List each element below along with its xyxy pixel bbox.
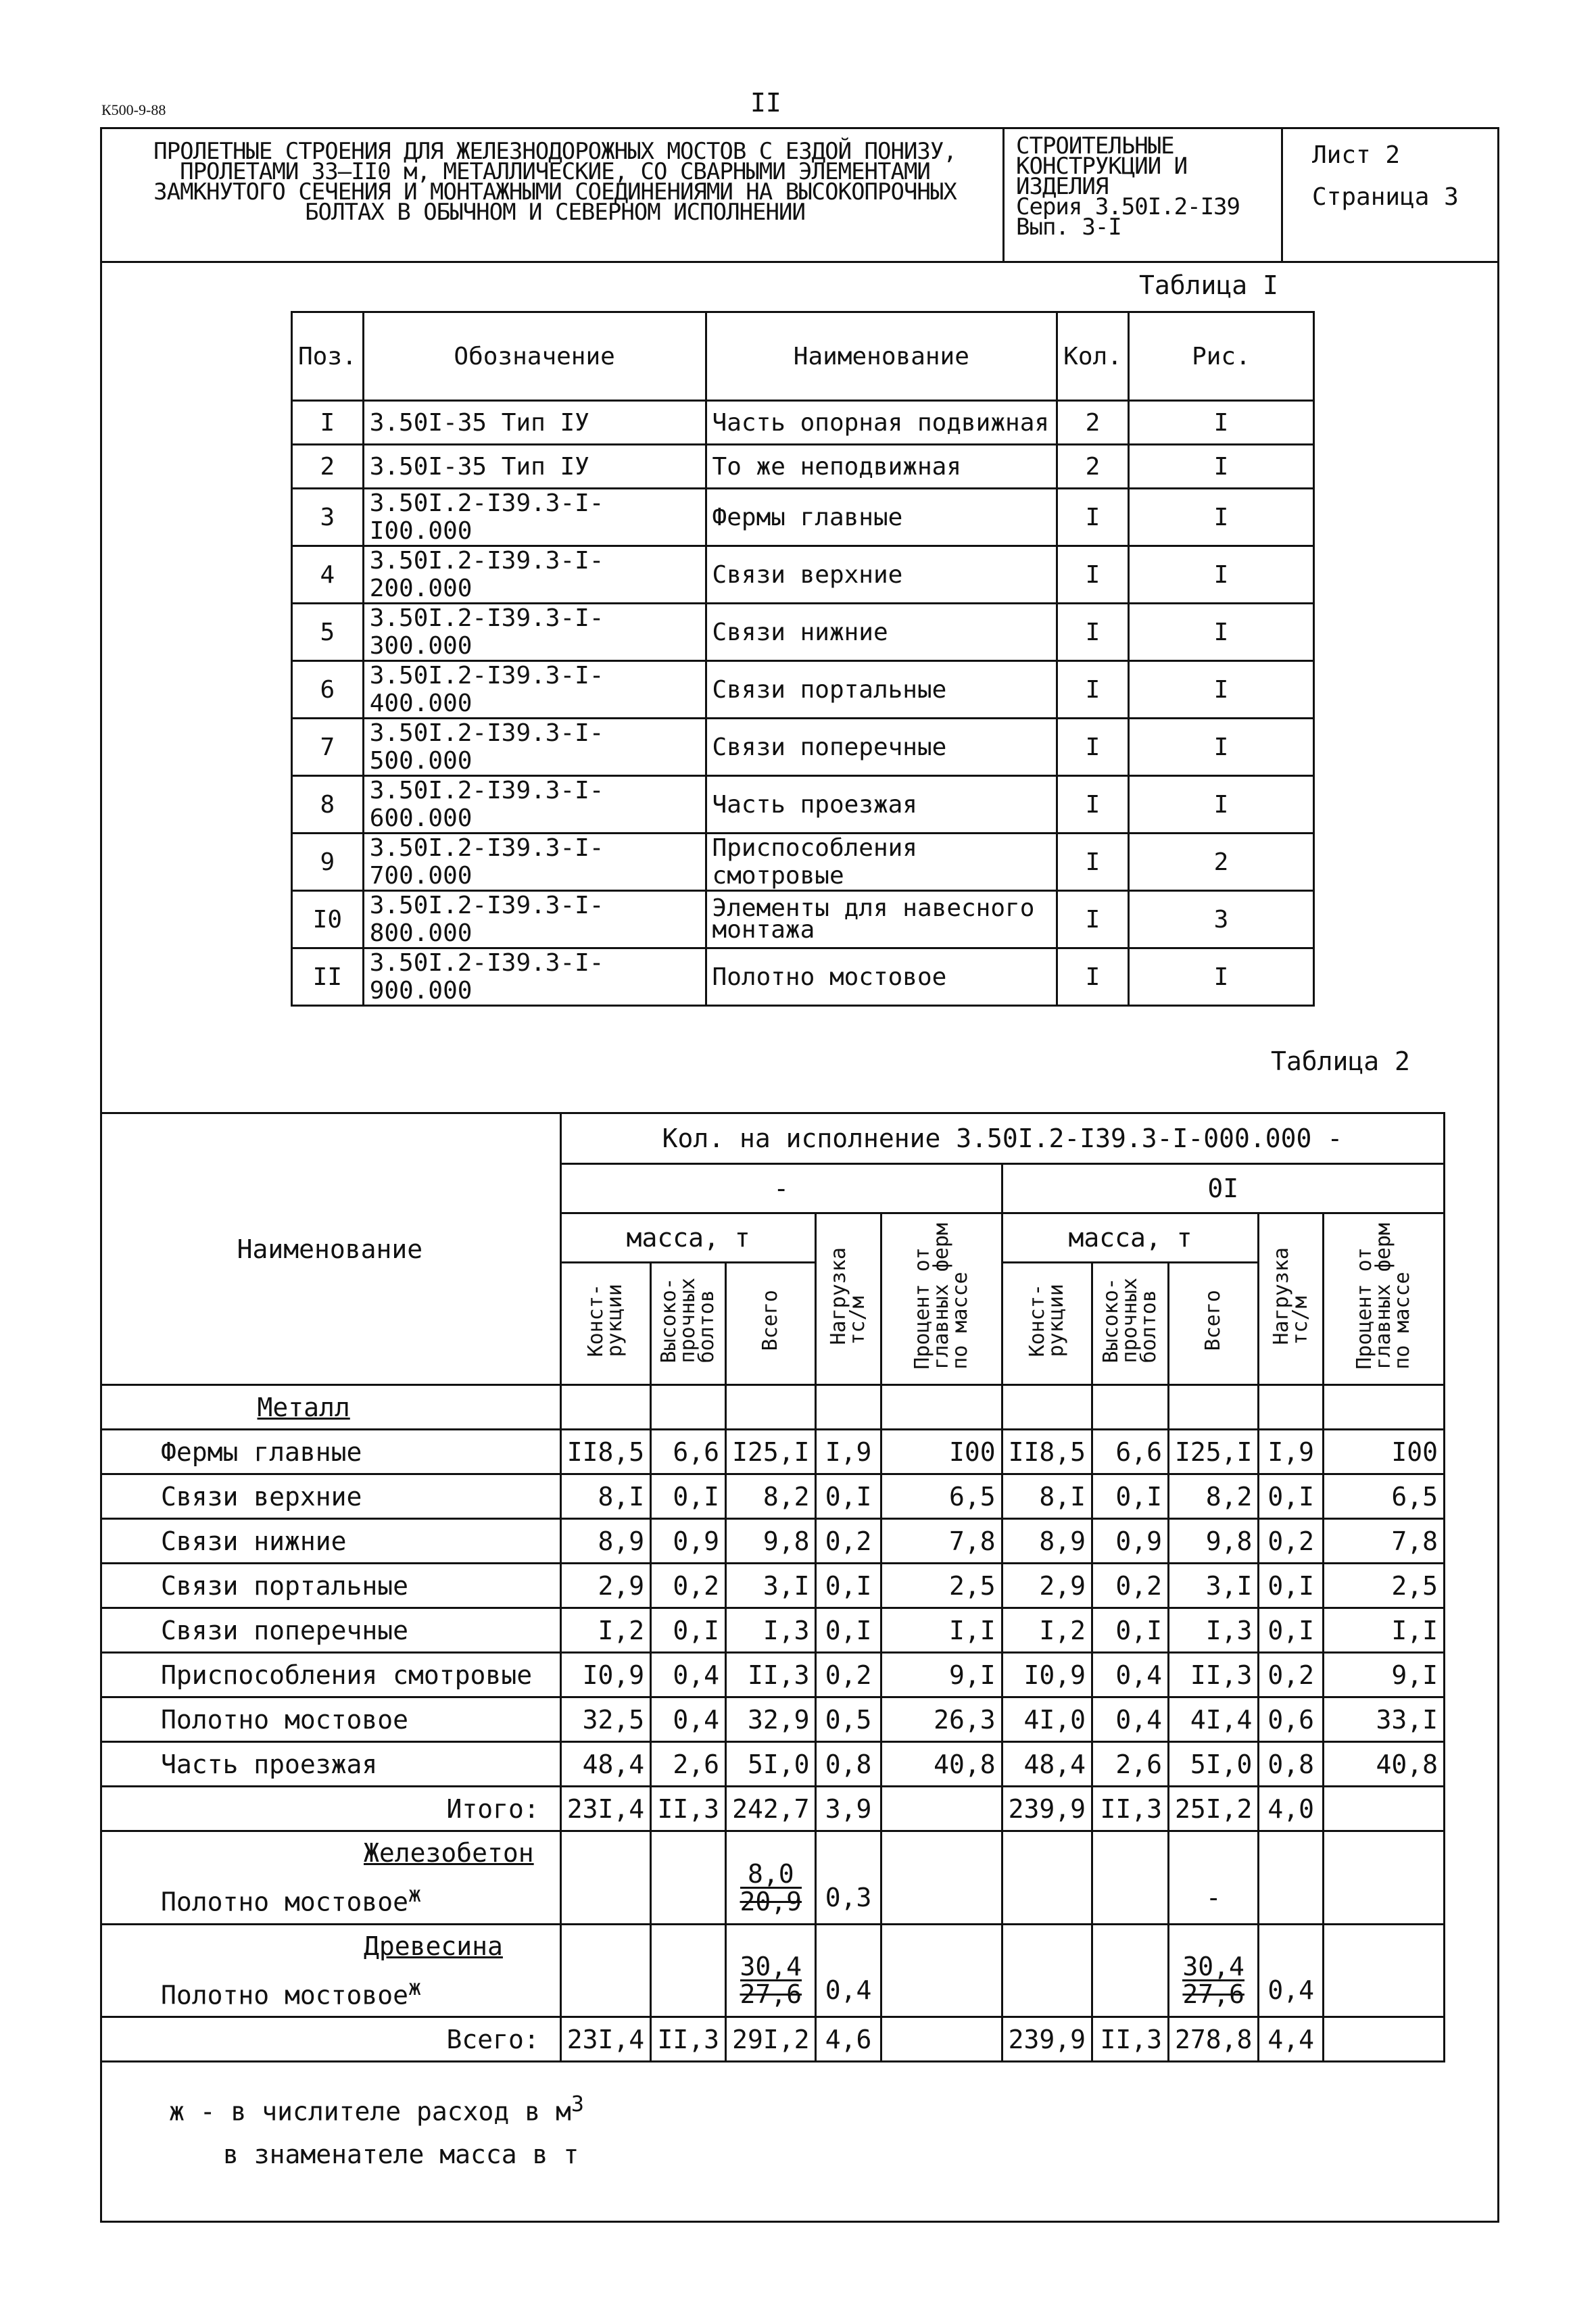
category-line-1: СТРОИТЕЛЬНЫЕ [1016,132,1174,160]
cell: I0,9 [560,1653,650,1697]
variant-a-percent-header: Процент от главных ферм по массе [881,1213,1002,1385]
variant-b-percent-header: Процент от главных ферм по массе [1323,1213,1444,1385]
variant-b-bolts-header: Высоко- прочных болтов [1092,1263,1168,1385]
vsego-label: Всего: [100,2017,560,2062]
cell: 33,I [1323,1697,1444,1742]
table1-cell: Связи нижние [706,604,1057,661]
metal-row-name: Связи портальные [100,1564,560,1608]
metal-row-name: Полотно мостовое [100,1697,560,1742]
section-concrete-label: Железобетон [364,1838,534,1868]
cell: I,3 [726,1608,816,1653]
table1-row [292,948,1314,1006]
table1-cell: I0 [292,891,364,948]
cell: 0,I [1092,1608,1168,1653]
variant-a-mass-header: масса, т [560,1213,816,1263]
variant-b-constr-header: Конст- рукции [1002,1263,1092,1385]
table1-col-pos: Поз. [292,312,364,401]
table1-row [292,489,1314,546]
cell: 0,5 [816,1697,881,1742]
cell: 32,9 [726,1697,816,1742]
table1-cell: 7 [292,719,364,776]
table2-caption: Таблица 2 [1271,1046,1410,1076]
variant-a-load-header: Нагрузка тс/м [816,1213,881,1385]
section-metal-label: Металл [100,1385,560,1430]
cell: II8,5 [560,1430,650,1474]
cell: I,I [1323,1608,1444,1653]
table1-cell: То же неподвижная [706,445,1057,489]
cell: I25,I [1168,1430,1258,1474]
table1-cell: 3.50I-35 Тип IУ [363,401,706,445]
section-metal-row [100,1385,1445,1430]
cell: 0,8 [1259,1742,1324,1787]
variant-b-total-header: Всего [1168,1263,1258,1385]
table1-cell: I [1057,546,1129,604]
cell: 242,7 [726,1787,816,1831]
table1-cell: 5 [292,604,364,661]
cell: 4,4 [1259,2017,1324,2062]
table1-caption: Таблица I [1139,270,1278,300]
table1-row [292,719,1314,776]
cell: 0,4 [1092,1697,1168,1742]
table1-col-qty: Кол. [1057,312,1129,401]
table1-body [292,401,1314,1006]
table2-name-header: Наименование [100,1113,560,1385]
page-number: II [750,88,781,118]
cell: 4I,4 [1168,1697,1258,1742]
cell: 2,9 [1002,1564,1092,1608]
table1-row [292,445,1314,489]
title-line-4: БОЛТАХ В ОБЫЧНОМ И СЕВЕРНОМ ИСПОЛНЕНИИ [305,199,805,226]
table1-row [292,776,1314,834]
table1-cell: 6 [292,661,364,719]
metal-row [100,1697,1445,1742]
metal-rows [100,1430,1445,1787]
table2-header-row-1 [100,1113,1445,1164]
cell: I,2 [1002,1608,1092,1653]
table1-cell: Связи верхние [706,546,1057,604]
cell: 40,8 [1323,1742,1444,1787]
cell: 3,I [726,1564,816,1608]
cell: 0,I [651,1608,726,1653]
table1-cell: I [1128,401,1313,445]
cell: II,3 [1168,1653,1258,1697]
cell: 8,I [560,1474,650,1519]
cell: 9,I [881,1653,1002,1697]
header-title [116,138,994,226]
metal-row [100,1742,1445,1787]
section-wood-label: Древесина [364,1931,503,1961]
cell: 2,9 [560,1564,650,1608]
metal-row [100,1608,1445,1653]
metal-row [100,1519,1445,1564]
table1-cell: 3.50I.2-I39.3-I-900.000 [363,948,706,1006]
cell: 32,5 [560,1697,650,1742]
cell: 0,I [1259,1564,1324,1608]
cell: II,3 [1092,2017,1168,2062]
cell: 0,4 [651,1653,726,1697]
cell: 7,8 [881,1519,1002,1564]
table1-cell: I [1057,834,1129,891]
cell: 278,8 [1168,2017,1258,2062]
table1-cell: Элементы для навесного монтажа [706,891,1057,948]
cell: 40,8 [881,1742,1002,1787]
table1-cell: II [292,948,364,1006]
table1-cell: 9 [292,834,364,891]
table1-row [292,661,1314,719]
cell: 0,2 [1092,1564,1168,1608]
metal-row [100,1653,1445,1697]
table1-cell: 3.50I.2-I39.3-I-500.000 [363,719,706,776]
table1-cell: 3.50I-35 Тип IУ [363,445,706,489]
table1-cell: I [1128,948,1313,1006]
cell: 6,5 [1323,1474,1444,1519]
cell: 3,I [1168,1564,1258,1608]
cell: 6,5 [881,1474,1002,1519]
table1-cell: 3.50I.2-I39.3-I-700.000 [363,834,706,891]
table1-cell: I [1128,489,1313,546]
header-category [1016,132,1273,241]
cell: I25,I [726,1430,816,1474]
table1 [291,311,1315,1007]
cell: 0,2 [1259,1653,1324,1697]
cell: 23I,4 [560,1787,650,1831]
cell: 2,6 [651,1742,726,1787]
metal-row-name: Часть проезжая [100,1742,560,1787]
metal-row [100,1564,1445,1608]
cell: II,3 [651,2017,726,2062]
metal-row-name: Связи нижние [100,1519,560,1564]
wood-b-fraction: $\frac{30,4}{27,6}$ [1168,1924,1258,2017]
page-label: Страница 3 [1312,183,1459,211]
table1-row [292,401,1314,445]
cell: I,9 [1259,1430,1324,1474]
table1-cell: 3 [1128,891,1313,948]
table1-cell: I [1057,661,1129,719]
cell: 29I,2 [726,2017,816,2062]
table1-cell: 2 [1128,834,1313,891]
title-line-2: ПРОЛЕТАМИ 33–II0 м, МЕТАЛЛИЧЕСКИЕ, СО СВАРНЫМИ ЭЛЕМЕНТАМИ [180,158,930,185]
table1-cell: I [1057,489,1129,546]
table1-cell: 3 [292,489,364,546]
category-line-3: ИЗДЕЛИЯ [1016,173,1109,200]
wood-b-load: 0,4 [1259,1924,1324,2017]
cell: 239,9 [1002,1787,1092,1831]
cell: 0,2 [816,1653,881,1697]
cell: 2,6 [1092,1742,1168,1787]
cell: 7,8 [1323,1519,1444,1564]
cell: 0,4 [1092,1653,1168,1697]
variant-a-total-header: Всего [726,1263,816,1385]
title-line-3: ЗАМКНУТОГО СЕЧЕНИЯ И МОНТАЖНЫМИ СОЕДИНЕНИЯМИ НА ВЫСОКОПРОЧНЫХ [153,178,957,206]
wood-label-cell [100,1924,560,2017]
title-line-1: ПРОЛЕТНЫЕ СТРОЕНИЯ ДЛЯ ЖЕЛЕЗНОДОРОЖНЫХ МОСТОВ С ЕЗДОЙ ПОНИЗУ, [153,138,957,165]
table1-cell: 2 [292,445,364,489]
cell: 0,I [1259,1474,1324,1519]
table1-cell: 3.50I.2-I39.3-I-300.000 [363,604,706,661]
table1-row [292,834,1314,891]
cell: 2,5 [1323,1564,1444,1608]
cell: 0,9 [651,1519,726,1564]
cell: II,3 [651,1787,726,1831]
cell: I,I [881,1608,1002,1653]
metal-row-name: Фермы главные [100,1430,560,1474]
concrete-item: Полотно мостовое$^ж$ [161,1883,422,1917]
cell: 25I,2 [1168,1787,1258,1831]
table1-cell: I [1128,719,1313,776]
cell: 26,3 [881,1697,1002,1742]
table1-col-designation: Обозначение [363,312,706,401]
table1-cell: I [1057,719,1129,776]
table1-cell: 4 [292,546,364,604]
table1-cell: I [1057,604,1129,661]
metal-row-name: Приспособления смотровые [100,1653,560,1697]
cell: 8,2 [1168,1474,1258,1519]
cell: I,2 [560,1608,650,1653]
variant-a-constr-header: Конст- рукции [560,1263,650,1385]
cell: I,9 [816,1430,881,1474]
table1-cell: I [292,401,364,445]
header-bottom-line [102,261,1497,263]
variant-b-load-header: Нагрузка тс/м [1259,1213,1324,1385]
table1-cell: Приспособления смотровые [706,834,1057,891]
category-line-2: КОНСТРУКЦИИ И [1016,153,1188,180]
variant-b-mass-header: масса, т [1002,1213,1259,1263]
table1-cell: I [1057,776,1129,834]
table1-cell: I [1057,948,1129,1006]
cell: 5I,0 [1168,1742,1258,1787]
cell: 8,2 [726,1474,816,1519]
cell: 0,8 [816,1742,881,1787]
header-divider-1 [1002,129,1005,261]
table1-cell: 3.50I.2-I39.3-I-800.000 [363,891,706,948]
cell: I,3 [1168,1608,1258,1653]
table1-cell: I [1128,546,1313,604]
table2-top-header: Кол. на исполнение 3.50I.2-I39.3-I-000.000 - [560,1113,1444,1164]
cell: 0,I [816,1608,881,1653]
table1-cell: 3.50I.2-I39.3-I-I00.000 [363,489,706,546]
cell: 0,I [651,1474,726,1519]
cell: I0,9 [1002,1653,1092,1697]
table1-cell: I [1128,661,1313,719]
cell: I00 [881,1430,1002,1474]
cell [1323,1787,1444,1831]
cell: 0,2 [1259,1519,1324,1564]
variant-b-header: 0I [1002,1164,1444,1213]
cell: 0,I [816,1564,881,1608]
table1-cell: Связи портальные [706,661,1057,719]
table2 [100,1112,1445,2062]
cell: 0,6 [1259,1697,1324,1742]
cell: 0,I [1092,1474,1168,1519]
table1-cell: Фермы главные [706,489,1057,546]
cell: 239,9 [1002,2017,1092,2062]
footnote-line-1: ж - в числителе расход в $м^3$ [169,2092,584,2127]
table1-row [292,546,1314,604]
table1-cell: 3.50I.2-I39.3-I-600.000 [363,776,706,834]
table1-cell: I [1128,776,1313,834]
itogo-label: Итого: [100,1787,560,1831]
cell: II,3 [1092,1787,1168,1831]
cell: 23I,4 [560,2017,650,2062]
cell: 0,2 [816,1519,881,1564]
table1-cell: Связи поперечные [706,719,1057,776]
table1-cell: 2 [1057,445,1129,489]
table1-cell: Часть проезжая [706,776,1057,834]
cell: 8,9 [560,1519,650,1564]
concrete-b-dash: - [1168,1831,1258,1925]
table1-col-name: Наименование [706,312,1057,401]
wood-a-fraction: $\frac{30,4}{27,6}$ [726,1924,816,2017]
cell [881,2017,1002,2062]
table1-header-row [292,312,1314,401]
table1-cell: I [1128,604,1313,661]
table1-cell: Полотно мостовое [706,948,1057,1006]
cell: 48,4 [560,1742,650,1787]
cell: 3,9 [816,1787,881,1831]
cell: 8,I [1002,1474,1092,1519]
concrete-row [100,1831,1445,1925]
cell: 6,6 [651,1430,726,1474]
concrete-label-cell [100,1831,560,1925]
series-label: Серия 3.50I.2-I39 [1016,193,1240,220]
vsego-row [100,2017,1445,2062]
cell: 4,6 [816,2017,881,2062]
sheet-label: Лист 2 [1312,141,1401,169]
cell: 4,0 [1259,1787,1324,1831]
table1-cell: I [1128,445,1313,489]
cell: 6,6 [1092,1430,1168,1474]
table1-cell: 2 [1057,401,1129,445]
cell: 0,9 [1092,1519,1168,1564]
cell: 8,9 [1002,1519,1092,1564]
variant-a-bolts-header: Высоко- прочных болтов [651,1263,726,1385]
cell: 5I,0 [726,1742,816,1787]
wood-a-load: 0,4 [816,1924,881,2017]
cell: I00 [1323,1430,1444,1474]
cell: 9,8 [1168,1519,1258,1564]
metal-row-name: Связи поперечные [100,1608,560,1653]
metal-row [100,1474,1445,1519]
table1-cell: Часть опорная подвижная [706,401,1057,445]
wood-row [100,1924,1445,2017]
cell [1323,2017,1444,2062]
metal-row-name: Связи верхние [100,1474,560,1519]
cell: 0,I [1259,1608,1324,1653]
cell: 0,I [816,1474,881,1519]
doc-code: К500-9-88 [101,101,166,118]
cell [881,1787,1002,1831]
cell: II8,5 [1002,1430,1092,1474]
table1-cell: 3.50I.2-I39.3-I-400.000 [363,661,706,719]
metal-row [100,1430,1445,1474]
cell: 9,I [1323,1653,1444,1697]
footnote-line-2: в знаменателе масса в т [223,2140,579,2169]
cell: 9,8 [726,1519,816,1564]
itogo-row [100,1787,1445,1831]
cell: 0,2 [651,1564,726,1608]
concrete-a-load: 0,3 [816,1831,881,1925]
cell: II,3 [726,1653,816,1697]
header-divider-2 [1281,129,1283,261]
table1-cell: 8 [292,776,364,834]
table1-row [292,891,1314,948]
cell: 2,5 [881,1564,1002,1608]
table1-cell: 3.50I.2-I39.3-I-200.000 [363,546,706,604]
concrete-a-fraction: $\frac{8,0}{20,9}$ [726,1831,816,1925]
wood-item: Полотно мостовое$^ж$ [161,1975,422,2010]
variant-a-header: - [560,1164,1002,1213]
issue-label: Вып. 3-I [1016,214,1121,241]
table1-col-fig: Рис. [1128,312,1313,401]
table1-row [292,604,1314,661]
cell: 4I,0 [1002,1697,1092,1742]
table1-cell: I [1057,891,1129,948]
cell: 48,4 [1002,1742,1092,1787]
cell: 0,4 [651,1697,726,1742]
